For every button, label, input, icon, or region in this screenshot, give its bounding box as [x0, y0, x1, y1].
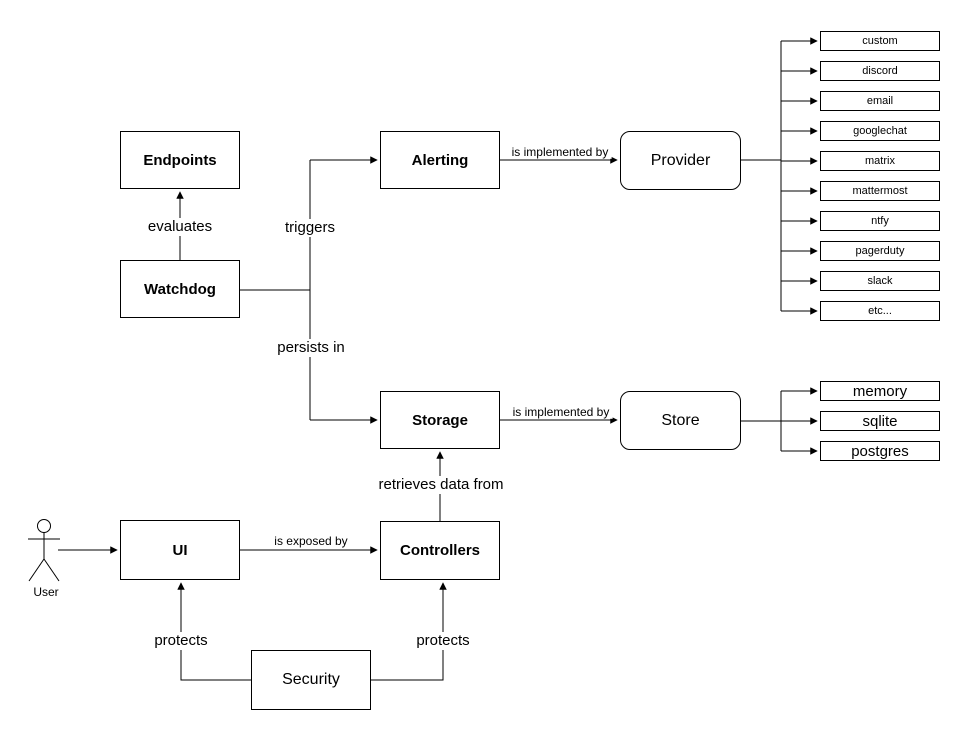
provider-impl-pagerduty: pagerduty	[820, 241, 940, 261]
node-security: Security	[251, 650, 371, 710]
provider-impl-googlechat: googlechat	[820, 121, 940, 141]
user-actor-label: User	[33, 585, 59, 599]
edge-label-retrieves-data-from: retrieves data from	[375, 476, 506, 494]
provider-impl-ntfy: ntfy	[820, 211, 940, 231]
node-store: Store	[620, 391, 741, 450]
edge-label-triggers: triggers	[282, 219, 338, 237]
user-actor-icon	[28, 520, 60, 582]
provider-impl-slack: slack	[820, 271, 940, 291]
node-ui: UI	[120, 520, 240, 580]
node-controllers: Controllers	[380, 521, 500, 580]
store-impl-memory: memory	[820, 381, 940, 401]
provider-impl-etc: etc...	[820, 301, 940, 321]
edge-label-protects-ui: protects	[151, 632, 210, 650]
node-storage: Storage	[380, 391, 500, 449]
edge-label-persists-in: persists in	[274, 339, 348, 357]
provider-impl-discord: discord	[820, 61, 940, 81]
store-impl-postgres: postgres	[820, 441, 940, 461]
node-provider: Provider	[620, 131, 741, 190]
provider-impl-email: email	[820, 91, 940, 111]
node-endpoints: Endpoints	[120, 131, 240, 189]
edge-label-storage-implemented: is implemented by	[510, 405, 613, 419]
edge-label-alerting-implemented: is implemented by	[509, 145, 612, 159]
provider-impl-custom: custom	[820, 31, 940, 51]
node-alerting: Alerting	[380, 131, 500, 189]
provider-impl-matrix: matrix	[820, 151, 940, 171]
edge-label-protects-controllers: protects	[413, 632, 472, 650]
store-impl-sqlite: sqlite	[820, 411, 940, 431]
edge-label-is-exposed-by: is exposed by	[271, 534, 350, 548]
edge-label-evaluates: evaluates	[145, 218, 215, 236]
provider-impl-mattermost: mattermost	[820, 181, 940, 201]
node-watchdog: Watchdog	[120, 260, 240, 318]
